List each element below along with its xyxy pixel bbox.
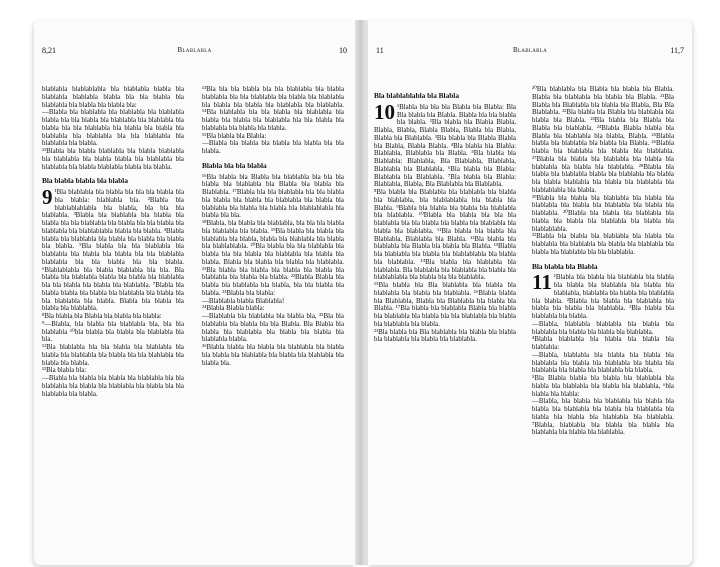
paragraph-text: ¹Bla blablabla bla blabla bla bla bla blabla bla bla blabla: blablabla bla. ²Blabla bla blablablablabla bla blabla, bla bla bla blablabla. ³Blabla bla blablabla bla blabla bla blabla bla bla blablabla bla blabla bla bla blabla bla blablabla bla blablablabla blabla bla blabla. ⁴Blabla blabla bla blablabla bla blabla bla blabla bla blabla bla blabla. ⁵Bla blabla bla bla blablabla bla blablabla bla blabla bla blabla bla bla blablabla blablabla bla bla blabla bla bla blabla. ⁶Blablablabla bla blabla blablabla bla bla. Bla blabla bla blablabla blabla bla blabla bla blablabla bla bla blabla bla blabla bla blablabla. ⁷Blabla bla blabla blabla bla blabla bla blablabla bla blabla bla bla blablabla bla blabla. Blabla bla blabla bla blabla bla blablabla. (42, 189, 184, 313)
left-column-1 (42, 86, 184, 398)
right-page (368, 20, 692, 565)
paragraph: ²⁶Blabla blabla bla blabla bla blablabla bla blabla bla blabla bla blablabla bla blabla bla blablabla bla blabla bla. (202, 344, 344, 367)
paragraph: ¹⁵Bla blabla bla Blabla: (202, 132, 267, 140)
paragraph-text: ¹Blabla bla bla bla Blabla bla Blabla: Bla Bla blabla bla Blabla. Blabla bla bla blabla bla blabla. ²Bla blabla bla Blabla Blabla, Blabla, Blabla, Blabla Blabla, Blabla bla Blabla, Blabla bla Blablabla. ³Bla blabla bla Blabla Blabla bla Blabla, Blabla Blabla. ⁴Bla blabla bla Blabla: Blablabla, Blablabla bla Blabla. ⁵Bla blabla bla Blablabla: Blablabla, Bla Blablabla, Blablabla, Blablabla bla Blablabla. ⁶Bla blabla bla Blabla: Blablabla bla Blablabla. ⁷Bla blabla bla Blabla: Blablabla, Blabla, Bla Blablabla bla Blablabla. (374, 103, 516, 189)
paragraph: ²⁴Blabla Blabla blabla: (202, 305, 265, 313)
paragraph-with-drop-cap (42, 185, 184, 313)
running-head-title: Blablabla (512, 46, 548, 54)
paragraph: —Blabla, bla blabla bla blablabla bla blabla bla blabla bla blablabla bla blabla bla blablabla bla blabla bla blabla bla blablabla bla blablabla. ⁷Blabla, blablabla bla blabla bla blabla bla blablabla bla blabla bla blablabla. (532, 398, 674, 437)
paragraph: —Blabla bla blabla bla blabla bla blabla bla bla blabla. (202, 140, 344, 155)
section-heading: Bla blabla bla Blabla (532, 261, 598, 271)
page-number: 11 (376, 46, 384, 55)
paragraph: ²¹Blabla bla blabla blablabla bla blabla blablabla bla blablabla bla blabla blabla bla blablabla bla blablabla bla blabla blablabla blabla bla blabla. (42, 148, 184, 171)
paragraph: ²¹Bla blabla bla Bla blablabla bla blabla bla blabla bla blablabla bla blabla bla blablabla. (374, 328, 516, 344)
paragraph: —Blablabla bla blablabla bla blabla bla, ²⁵Bla bla blablabla bla blabla bla bla Blabla. Bla Blabla bla blabla bla blablabla bla blabla bla blabla bla blablabla blabla. (202, 313, 344, 344)
running-head-chapter-verse: 11,7 (670, 46, 684, 55)
book-gutter (355, 20, 368, 565)
paragraph: ⁵Bla Blabla blabla bla blabla bla blablabla bla blabla bla blablabla bla blabla bla blablabla, ⁶bla blabla bla blabla: (532, 375, 674, 398)
paragraph: ¹⁶Bla blabla bla Blabla bla blablabla bla bla bla blabla bla blablabla bla Blabla bla blabla bla Blablabla. ¹⁷Blabla bla bla blablabla bla bla blabla bla blabla bla blabla bla blablabla bla blabla bla blablabla bla blabla bla blabla bla blablablabla bla blabla bla bla. (202, 173, 344, 220)
paragraph: ⁸Bla blabla bla Blablabla bla blablabla bla blabla bla blablabla, bla blablablabla bla blabla bla Blabla. ⁹Blabla bla blabla bla blabla bla blablabla bla blablabla. ¹⁰Blabla bla blabla bla bla bla blablabla bla bla blabla bla blabla bla blablabla bla blabla bla blablabla. ¹¹Bla blabla bla blabla bla Blablabla, Blablabla bla Blabla. ¹²Bla blabla bla blablabla bla Blabla bla blabla bla Blabla. ¹³Blabla bla blablabla bla blabla bla blablablabla bla blabla bla blablabla. ¹⁴Bla blabla bla blablabla bla blablabla. Bla blablabla bla blablabla bla blabla bla blablablabla bla blabla bla bla blablabla. (374, 189, 516, 282)
paragraph: ⁴Blabla blablabla bla blabla bla blabla bla blablabla: (532, 336, 674, 351)
paragraph: —Blabla bla blablabla bla blablabla bla blablabla blabla bla bla blabla bla blablabla bla blablabla bla blabla bla bla blablabla bla blabla bla blabla bla blablabla bla blablabla bla bla blablabla bla blablabla bla blabla. (42, 109, 184, 148)
paragraph: ²⁰Bla blablabla bla Blabla bla blabla bla Blabla. Blabla bla blablabla bla blabla bla Blabla. ²¹Bla Blabla bla Blablabla bla blabla bla Blabla, Bla Bla Blablabla. ²²Bla blabla bla Blabla bla blablabla bla blabla bla Blabla. ²³Bla blabla bla Blabla bla Blabla bla blablabla. ²⁴Blabla Blabla blabla bla Blabla bla blablabla bla blabla, Blabla. ²⁵Blabla blabla bla blablabla bla blabla bla Blabla. ²⁶Blabla blabla bla blablabla bla blabla bla blablabla. ²⁷Blabla bla blabla bla blablabla bla blabla bla blablabla bla blabla bla blablabla. ²⁸Blabla bla blabla bla blablabla blabla bla blablabla bla blabla bla blabla blablabla bla blabla bla blablabla bla blablablabla bla blabla. (532, 86, 674, 194)
paragraph: ¹¹Bla blablabla bla bla blabla bla blablabla bla blabla bla blablabla bla blabla bla bla blablabla bla blabla bla blabla. (42, 344, 184, 367)
paragraph-with-drop-cap (374, 99, 516, 189)
chapter-drop-cap: 11 (532, 270, 552, 295)
section-heading: Bla blablablabla bla Blabla (374, 91, 459, 100)
left-page (34, 20, 355, 565)
paragraph: —Blabla, blablabla bla blabla bla blabla bla blablabla bla blabla bla blablabla bla blabla bla blablabla bla blabla bla blablabla bla blabla. (532, 351, 674, 375)
paragraph: blablabla blablablabla bla blablabla blabla bla blablabla blablabla blabla bla bla blabla bla blablabla bla blabla bla blabla bla: (42, 86, 184, 109)
running-head-chapter-verse: 8,21 (42, 46, 56, 55)
right-column-1 (374, 86, 516, 344)
left-column-2 (202, 86, 344, 367)
paragraph: ⁹—Blabla, bla blabla bla blablabla bla, bla bla blablabla ¹⁰bla blabla bla blabla bla blablabla bla bla. (42, 320, 184, 344)
paragraph: ²⁹Blabla bla blabla bla blablabla bla blabla bla blablabla bla blabla bla blablabla bla blabla bla blablabla. ³⁰Blabla bla blabla bla blablabla bla blabla bla blabla bla blablabla bla blabla bla blablablabla. (532, 194, 674, 233)
paragraph: ¹⁸Blabla, bla blabla bla blablabla, bla bla bla blabla bla blablabla bla blabla. ¹⁹Bla blabla bla blabla bla blablabla bla blabla, blabla bla blablabla bla blabla bla blablablabla. ²⁰Bla blabla bla bla blablabla bla blabla bla bla blabla bla blablabla bla blabla bla blabla. Blabla bla blabla bla blabla bla blablabla. ²¹Bla blabla bla blabla bla blabla bla blabla bla blablabla bla blabla bla blabla. ²²Blabla Blabla bla blabla bla blablabla bla blabla, bla bla blabla bla blabla. ²³Blabla bla blabla: (202, 220, 344, 297)
paragraph: ¹³Bla bla bla blabla bla bla blablabla bla blabla blablabla bla bla blablabla bla blabla bla blablabla bla blabla bla blabla bla blablabla bla blablabla. ¹⁴Bla blablabla bla bla blabla bla blablabla bla blabla bla blabla bla blablabla bla bla blabla bla blablabla bla blabla bla blabla. (202, 86, 344, 132)
section-heading: Blabla bla bla blabla (202, 160, 267, 170)
right-column-2 (532, 86, 674, 437)
paragraph: —Blabla, blablabla blablabla bla blabla bla blablabla bla blabla bla blabla bla blablabla. (532, 320, 674, 336)
chapter-drop-cap: 9 (42, 185, 53, 209)
section-heading: Bla blabla blabla bla blabla (42, 176, 128, 186)
paragraph: ³¹Blabla bla blabla bla blablabla bla blabla bla blablabla bla blablabla bla blabla bla blablabla bla blabla bla blablabla bla bla blablabla. (532, 233, 674, 256)
paragraph: ⁸Bla blabla bla Blabla bla blabla bla blabla: (42, 313, 162, 320)
chapter-drop-cap: 10 (374, 99, 395, 124)
page-number: 10 (339, 46, 347, 55)
paragraph: —Blablabla blabla Blablabla! (202, 297, 285, 305)
running-head-title: Blablabla (177, 46, 212, 54)
paragraph: ¹²Bla blabla bla: (42, 367, 87, 375)
paragraph: —Blabla bla blabla bla blabla bla blablabla bla bla blablabla bla blabla bla blablabla bla blabla bla bla blablabla bla blabla. (42, 375, 184, 398)
paragraph-with-drop-cap (532, 270, 674, 321)
paragraph-text: ¹Blabla bla blabla bla blablabla bla blabla bla blabla bla blablabla bla blabla bla blablabla, blablabla bla blabla bla blablabla bla blabla. ²Blabla bla blabla bla blablabla bla blabla bla blabla bla blablabla. ³Bla blabla bla blablabla bla blabla. (532, 274, 674, 320)
paragraph: ¹⁵Bla blabla bla Bla blablabla bla blabla bla blablabla bla blabla bla blablabla. ¹⁶Blabla blabla bla Blablabla, Blabla bla Blablabla bla blabla bla Blabla. ¹⁷Bla blabla bla blablabla Blabla bla blabla bla blablabla bla blabla bla bla blablabla bla blabla bla blablabla bla blabla. (374, 282, 516, 328)
